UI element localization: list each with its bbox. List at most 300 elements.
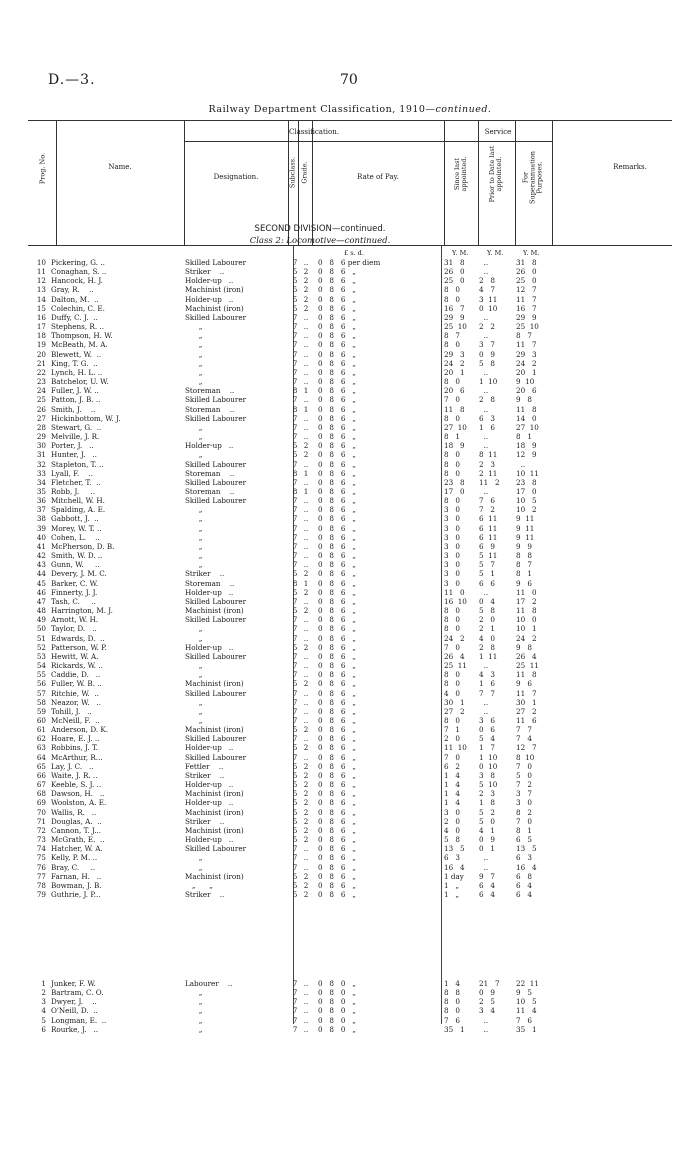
cell-prog-no: 15 [36,303,46,313]
cell-designation: Fettler .. [185,761,224,771]
cell-grade: .. [303,596,309,606]
cell-designation: Skilled Labourer [185,596,247,606]
cell-designation: Skilled Labourer [185,477,247,487]
col-classification: Classification. [289,128,339,136]
cell-super: 35 1 [516,1024,537,1034]
cell-prog-no: 51 [36,633,46,643]
cell-name: Hancock, H. J. [51,276,103,286]
cell-grade: .. [303,541,309,551]
cell-since-last: 3 0 [444,514,460,524]
cell-rate: 0 8 6 „ [318,285,357,295]
cell-super: 25 0 [516,276,537,286]
cell-prior: 3 6 [479,716,495,725]
cell-prog-no: 64 [36,752,46,762]
cell-super: 7 6 [516,1015,532,1025]
cell-since-last: 29 9 [444,312,465,322]
cell-subclass: 7 [292,844,298,854]
cell-prior: 4 0 [479,633,495,643]
cell-since-last: 29 3 [444,349,465,359]
cell-subclass: 7 [292,716,298,725]
cell-grade: .. [303,688,309,698]
cell-designation: Storeman .. [185,386,235,396]
col-subclass: Subclass. [288,156,297,189]
cell-since-last: 23 8 [444,477,465,487]
cell-prior: 2 5 [479,997,495,1007]
cell-rate: 0 8 6 „ [318,706,357,716]
cell-subclass: 5 [292,825,298,835]
cell-designation: Skilled Labourer [185,395,247,405]
cell-name: McPherson, D. B. [51,541,115,551]
cell-since-last: 6 3 [444,853,460,863]
cell-rate: 0 8 6 „ [318,670,357,680]
cell-prog-no: 60 [36,716,46,725]
cell-super: 9 8 [516,642,532,652]
cell-subclass: 7 [292,1015,298,1025]
cell-prog-no: 45 [36,578,46,588]
cell-prog-no: 35 [36,487,46,496]
table-row [0,798,700,807]
title-continued: continued. [435,104,492,115]
cell-name: Robb, J. .. [51,487,96,496]
cell-name: Porter, J. .. [51,441,94,451]
cell-name: Wallis, R. .. [51,807,97,817]
cell-prog-no: 68 [36,789,46,799]
cell-since-last: 1 day [444,871,464,881]
cell-rate: 0 8 6 „ [318,441,357,451]
cell-grade: .. [303,532,309,542]
cell-since-last: 11 8 [444,404,465,414]
cell-rate: 0 8 6 „ [318,752,357,762]
cell-designation: Machinist (iron) [185,789,244,799]
cell-grade: .. [303,844,309,854]
cell-super: 8 10 [516,752,535,762]
cell-since-last: 3 0 [444,532,460,542]
table-row [0,606,700,615]
col-remarks: Remarks. [613,163,647,171]
cell-name: Colechin, C. E. [51,303,105,313]
cell-subclass: 7 [292,422,298,432]
cell-designation: „ [185,853,203,863]
cell-super: 7 2 [516,780,532,790]
cell-subclass: 7 [292,532,298,542]
cell-since-last: 1 4 [444,798,460,808]
cell-super: 23 8 [516,477,537,487]
cell-name: Tohill, J. .. [51,706,92,716]
cell-subclass: 5 [292,569,298,579]
cell-subclass: 5 [292,294,298,304]
cell-designation: Holder-up .. [185,798,234,808]
cell-grade: .. [303,624,309,634]
cell-subclass: 5 [292,725,298,735]
cell-name: Douglas, A. .. [51,816,102,826]
cell-grade: .. [303,358,309,368]
cell-subclass: 7 [292,697,298,707]
cell-rate: 0 8 6 „ [318,716,357,725]
cell-designation: „ [185,551,203,561]
cell-grade: 2 [303,798,309,808]
cell-rate: 0 8 6 „ [318,624,357,634]
cell-prior: 1 6 [479,422,495,432]
cell-super: 20 1 [516,367,537,377]
cell-subclass: 5 [292,871,298,881]
cell-since-last: 7 1 [444,725,460,735]
cell-grade: 2 [303,789,309,799]
cell-prog-no: 12 [36,276,46,286]
cell-designation: Machinist (iron) [185,285,244,295]
cell-rate: 0 8 6 „ [318,505,357,515]
cell-prior: 6 4 [479,880,495,890]
table-row [0,542,700,551]
cell-subclass: 5 [292,761,298,771]
cell-grade: 2 [303,276,309,286]
cell-super: 9 8 [516,395,532,405]
table-row [0,716,700,725]
cell-prior: .. [479,404,489,414]
service-units-2: Y. M. [487,249,504,257]
cell-rate: 0 8 6 „ [318,377,357,387]
cell-prior: 1 8 [479,798,495,808]
cell-rate: 0 8 6 „ [318,651,357,661]
cell-prog-no: 49 [36,615,46,625]
cell-since-last: 8 1 [444,432,460,442]
cell-rate: 0 8 6 „ [318,770,357,780]
cell-since-last: 7 6 [444,1015,460,1025]
rule [56,121,57,245]
cell-super: 8 8 [516,551,532,561]
table-row [0,835,700,844]
cell-designation: „ [185,532,203,542]
cell-designation: „ [185,422,203,432]
cell-prior: 1 7 [479,743,495,753]
cell-rate: 0 8 0 „ [318,1006,357,1016]
cell-designation: Storeman .. [185,404,235,414]
cell-grade: .. [303,1024,309,1034]
cell-super: 11 7 [516,340,537,350]
cell-prior: 5 10 [479,780,498,790]
cell-grade: 2 [303,780,309,790]
cell-name: Dwyer, J. .. [51,997,97,1007]
cell-rate: 0 8 6 „ [318,606,357,616]
cell-name: Keeble, S. J. .. [51,780,102,790]
cell-since-last: 8 0 [444,450,460,460]
table-row [0,478,700,487]
cell-since-last: 8 0 [444,413,460,423]
cell-prior: .. [479,661,489,671]
table-row [0,395,700,404]
cell-prior: 2 1 [479,624,495,634]
cell-prog-no: 44 [36,569,46,579]
cell-subclass: 7 [292,596,298,606]
cell-prior: 2 8 [479,395,495,405]
cell-rate: 0 8 6 „ [318,725,357,735]
cell-rate: 0 8 6 „ [318,349,357,359]
cell-designation: „ [185,716,203,725]
cell-super: 8 1 [516,825,532,835]
cell-prog-no: 66 [36,770,46,780]
cell-subclass: 7 [292,988,298,998]
cell-grade: .. [303,661,309,671]
cell-since-last: 4 0 [444,688,460,698]
cell-name: McArthur, R... [51,752,103,762]
cell-super: 8 1 [516,569,532,579]
cell-prior: 6 11 [479,523,498,533]
table-row [0,331,700,340]
cell-since-last: 31 8 [444,258,465,267]
table-row [0,615,700,624]
cell-name: Neazor, W. .. [51,697,101,707]
cell-super: 8 1 [516,432,532,442]
cell-designation: Machinist (iron) [185,303,244,313]
cell-name: Guthrie, J. P... [51,890,101,900]
cell-grade: .. [303,331,309,341]
cell-prior: .. [479,441,489,451]
cell-since-last: 8 0 [444,679,460,689]
cell-name: Harrington, M. J. [51,606,113,616]
table-row [0,514,700,523]
cell-grade: .. [303,752,309,762]
table-row [0,634,700,643]
cell-super: 9 6 [516,679,532,689]
cell-rate: 0 8 6 „ [318,743,357,753]
cell-since-last: 3 0 [444,505,460,515]
table-row [0,863,700,872]
cell-prog-no: 62 [36,734,46,744]
cell-super: 7 0 [516,816,532,826]
cell-since-last: 26 0 [444,267,465,277]
cell-rate: 0 8 6 „ [318,807,357,817]
page-number: 70 [340,72,358,88]
cell-grade: 2 [303,267,309,277]
cell-rate: 0 8 6 „ [318,835,357,845]
cell-super: 13 5 [516,844,537,854]
cell-since-last: 25 10 [444,322,467,332]
cell-grade: .. [303,413,309,423]
cell-subclass: 5 [292,880,298,890]
table-row [0,988,700,997]
cell-since-last: 17 0 [444,487,465,496]
table-row [0,340,700,349]
cell-prior: .. [479,386,489,396]
cell-grade: .. [303,340,309,350]
cell-prior: 2 3 [479,789,495,799]
cell-prior: 5 11 [479,551,498,561]
cell-subclass: 7 [292,432,298,442]
cell-subclass: 7 [292,624,298,634]
cell-subclass: 7 [292,413,298,423]
cell-name: Patton, J. B. .. [51,395,101,405]
cell-subclass: 7 [292,551,298,561]
cell-prior: 6 4 [479,890,495,900]
cell-subclass: 7 [292,505,298,515]
cell-grade: 1 [303,578,309,588]
service-units-1: Y. M. [452,249,469,257]
cell-grade: .. [303,367,309,377]
cell-prog-no: 10 [36,258,46,267]
cell-subclass: 7 [292,752,298,762]
cell-designation: „ [185,505,203,515]
cell-rate: 0 8 6 „ [318,780,357,790]
cell-name: Fuller, W. B. .. [51,679,102,689]
cell-since-last: 2 0 [444,734,460,744]
cell-designation: Machinist (iron) [185,725,244,735]
cell-name: Cohen, L. .. [51,532,100,542]
cell-grade: 1 [303,404,309,414]
cell-since-last: 3 0 [444,569,460,579]
cell-rate: 0 8 6 „ [318,340,357,350]
cell-rate: 0 8 6 „ [318,825,357,835]
cell-designation: „ [185,340,203,350]
cell-since-last: 3 0 [444,551,460,561]
cell-prog-no: 17 [36,322,46,332]
cell-super: 6 5 [516,835,532,845]
cell-name: Hickinbottom, W. J. [51,413,121,423]
cell-super: 11 8 [516,404,537,414]
cell-designation: Holder-up .. [185,587,234,597]
cell-rate: 0 8 6 „ [318,853,357,863]
cell-designation: Striker .. [185,770,225,780]
cell-subclass: 8 [292,578,298,588]
cell-since-last: 3 0 [444,560,460,570]
col-grade: Grade. [300,161,309,184]
table-row [0,679,700,688]
cell-rate: 0 8 6 „ [318,569,357,579]
cell-rate: 0 8 6 „ [318,862,357,872]
cell-subclass: 5 [292,816,298,826]
table-row [0,789,700,798]
table-row [0,405,700,414]
table-row [0,322,700,331]
cell-designation: „ [185,661,203,671]
cell-prior: 2 3 [479,459,495,469]
cell-rate: 0 8 6 „ [318,358,357,368]
cell-designation: „ [185,367,203,377]
cell-grade: 2 [303,294,309,304]
cell-designation: Storeman .. [185,468,235,478]
cell-name: Rourke, J. .. [51,1024,99,1034]
cell-subclass: 5 [292,276,298,286]
table-row [0,753,700,762]
cell-designation: „ [185,322,203,332]
cell-subclass: 7 [292,541,298,551]
cell-since-last: 4 0 [444,825,460,835]
cell-designation: Striker .. [185,569,225,579]
cell-name: Hoare, E. J. .. [51,734,100,744]
class-heading: Class 2: Locomotive—continued. [249,236,391,246]
cell-rate: 0 8 6 „ [318,267,357,277]
cell-prog-no: 43 [36,560,46,570]
cell-grade: .. [303,716,309,725]
cell-rate: 0 8 6 „ [318,386,357,396]
cell-prog-no: 1 [41,979,46,988]
cell-grade: .. [303,1015,309,1025]
cell-prog-no: 78 [36,880,46,890]
cell-super: 31 8 [516,258,537,267]
cell-prior: 4 3 [479,670,495,680]
cell-designation: Skilled Labourer [185,459,247,469]
cell-since-last: 8 0 [444,468,460,478]
table-row [0,707,700,716]
cell-name: Spalding, A. E. [51,505,106,515]
cell-prior: 0 9 [479,988,495,998]
cell-since-last: 2 0 [444,816,460,826]
cell-designation: „ „ [185,880,214,890]
table-row [0,588,700,597]
cell-super: 24 2 [516,358,537,368]
cell-rate: 0 8 6 „ [318,450,357,460]
cell-subclass: 7 [292,1006,298,1016]
cell-super: 9 5 [516,988,532,998]
cell-subclass: 7 [292,377,298,387]
rule [552,121,553,245]
cell-grade: .. [303,670,309,680]
cell-subclass: 7 [292,395,298,405]
cell-prog-no: 23 [36,377,46,387]
cell-prog-no: 38 [36,514,46,524]
cell-name: Anderson, D. K. [51,725,109,735]
cell-grade: .. [303,432,309,442]
cell-name: Lay, J. C. .. [51,761,94,771]
cell-super: 11 6 [516,716,537,725]
cell-grade: .. [303,551,309,561]
cell-prior: 6 6 [479,578,495,588]
cell-super: 11 8 [516,606,537,616]
cell-name: Devery, J. M. C. [51,569,107,579]
cell-subclass: 8 [292,386,298,396]
table-row [0,386,700,395]
table-row [0,487,700,496]
cell-since-last: 8 7 [444,331,460,341]
cell-since-last: 25 11 [444,661,467,671]
cell-grade: .. [303,560,309,570]
cell-rate: 0 8 0 „ [318,988,357,998]
cell-prior: 1 6 [479,679,495,689]
cell-name: Kelly, P. M. .. [51,853,98,863]
cell-since-last: 3 0 [444,578,460,588]
cell-name: Robbins, J. T. [51,743,99,753]
table-row [0,551,700,560]
cell-name: Melville, J. R. [51,432,100,442]
table-row [0,359,700,368]
table-row [0,826,700,835]
cell-grade: .. [303,706,309,716]
cell-prog-no: 75 [36,853,46,863]
cell-subclass: 7 [292,688,298,698]
cell-prior: 5 4 [479,734,495,744]
cell-designation: „ [185,560,203,570]
cell-super: .. [516,459,526,469]
cell-prog-no: 28 [36,422,46,432]
cell-prog-no: 39 [36,523,46,533]
table-row [0,643,700,652]
table-row [0,1016,700,1025]
cell-prog-no: 40 [36,532,46,542]
cell-super: 11 7 [516,294,537,304]
cell-prog-no: 32 [36,459,46,469]
service-units-3: Y. M. [523,249,540,257]
cell-name: Lynch, H. L. .. [51,367,103,377]
table-row [0,670,700,679]
cell-grade: 1 [303,487,309,496]
cell-prog-no: 59 [36,706,46,716]
cell-grade: .. [303,633,309,643]
cell-name: Rickards, W. .. [51,661,103,671]
cell-super: 24 2 [516,633,537,643]
cell-prior: 6 9 [479,541,495,551]
cell-rate: 0 8 6 „ [318,661,357,671]
table-row [0,652,700,661]
cell-since-last: 16 10 [444,596,467,606]
cell-since-last: 30 1 [444,697,465,707]
